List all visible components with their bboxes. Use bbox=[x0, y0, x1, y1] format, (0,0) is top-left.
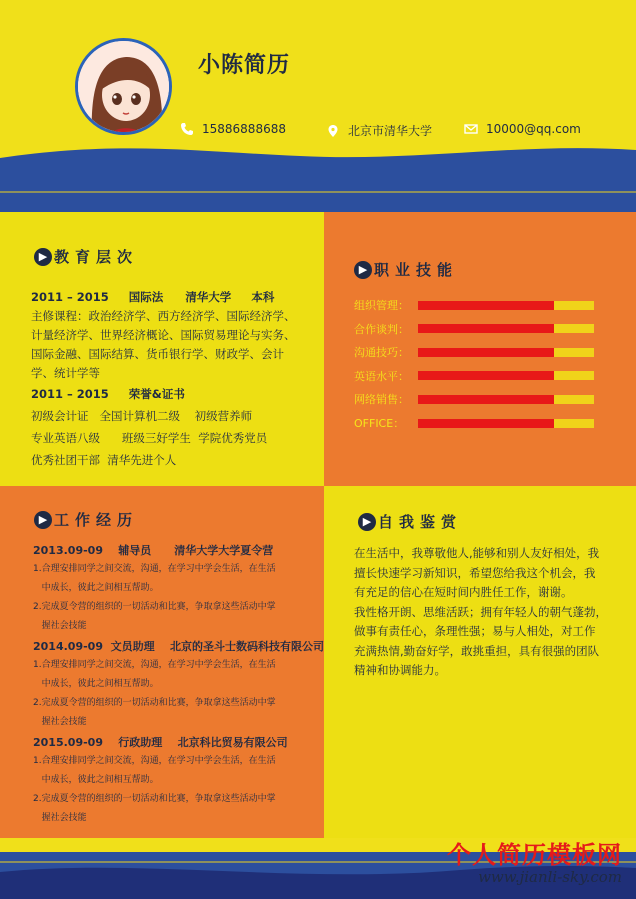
location-pin-icon bbox=[326, 124, 340, 138]
skill-row bbox=[354, 391, 604, 407]
skill-bar bbox=[418, 324, 594, 333]
phone-icon bbox=[180, 122, 194, 136]
work-entry-line: 1.合理安排同学之间交流，沟通，在学习中学会生活，在生活 bbox=[33, 756, 276, 766]
work-entry-line: 2.完成夏令营的组织的一切活动和比赛，争取拿这些活动中掌 bbox=[33, 794, 276, 804]
skill-row bbox=[354, 368, 604, 384]
contact-location bbox=[326, 122, 432, 139]
skills-title: ▶ 职业技能 bbox=[354, 259, 458, 280]
brand-site: www.jianli-sky.com bbox=[478, 868, 622, 886]
skill-label: OFFICE： bbox=[354, 417, 405, 430]
header-wave bbox=[0, 140, 636, 212]
work-entry-header: 2013.09-09 辅导员 清华大学大学夏令营 bbox=[33, 544, 274, 557]
resume-name: 小陈简历 bbox=[198, 53, 291, 78]
skill-bar-fill bbox=[418, 419, 554, 428]
skill-label: 沟通技巧： bbox=[354, 346, 409, 360]
skill-label: 网络销售： bbox=[354, 393, 409, 407]
skill-bar bbox=[418, 348, 594, 357]
location-text: 北京市清华大学 bbox=[348, 124, 433, 138]
contact-phone bbox=[180, 122, 286, 136]
education-entry-2: 2011 – 2015 荣誉&证书 bbox=[31, 387, 185, 401]
skill-row bbox=[354, 297, 604, 313]
skill-bar-fill bbox=[418, 301, 554, 310]
work-title: ▶ 工作经历 bbox=[34, 509, 138, 530]
work-entry-line: 1.合理安排同学之间交流，沟通，在学习中学会生活，在生活 bbox=[33, 564, 276, 574]
skill-row bbox=[354, 344, 604, 360]
brand-title: 个人简历模板网 bbox=[447, 840, 622, 869]
education-courses: 主修课程：政治经济学、西方经济学、国际经济学、 计量经济学、世界经济概论、国际贸易理论与实务、 国际金融、国际结算、货币银行学、财政学、会计 学、统计学等 bbox=[31, 309, 296, 380]
education-icon: ▶ bbox=[34, 248, 52, 266]
self-text: 在生活中，我尊敬他人,能够和别人友好相处，我 擅长快速学习新知识，希望您给我这个机会，我 有充足的信心在短时间内胜任工作，谢谢。 我性格开朗、思维活跃；拥有年轻人的朝气蓬勃， 做事有责任心，条理性强；易与人相处，对工作 充满热情,勤奋好学，敢挑重担，具有很强的团队 精神和协调能力。 bbox=[354, 546, 607, 677]
work-entry-line: 中成长，彼此之间相互帮助。 bbox=[33, 679, 159, 689]
skill-bar bbox=[418, 395, 594, 404]
work-entry-line: 2.完成夏令营的组织的一切活动和比赛，争取拿这些活动中掌 bbox=[33, 698, 276, 708]
skill-bar bbox=[418, 371, 594, 380]
work-entry-header: 2014.09-09 文员助理 北京的圣斗士数码科技有限公司 bbox=[33, 640, 324, 653]
work-entry-line: 握社会技能 bbox=[33, 621, 87, 631]
work-entry-header: 2015.09-09 行政助理 北京科比贸易有限公司 bbox=[33, 736, 288, 749]
email-text: 10000@qq.com bbox=[486, 122, 581, 136]
skill-label: 合作谈判： bbox=[354, 322, 409, 336]
work-entry-line: 1.合理安排同学之间交流，沟通，在学习中学会生活，在生活 bbox=[33, 660, 276, 670]
education-entry-1: 2011 – 2015 国际法 清华大学 本科 bbox=[31, 290, 275, 304]
skill-row bbox=[354, 321, 604, 337]
skill-bar-fill bbox=[418, 395, 554, 404]
work-entry-line: 2.完成夏令营的组织的一切活动和比赛，争取拿这些活动中掌 bbox=[33, 602, 276, 612]
education-certs: 初级会计证 全国计算机二级 初级营养师 专业英语八级 班级三好学生 学院优秀党员 优秀社团干部 清华先进个人 bbox=[31, 409, 268, 467]
work-entry-line: 中成长，彼此之间相互帮助。 bbox=[33, 583, 159, 593]
mail-icon bbox=[464, 122, 478, 136]
skill-label: 组织管理： bbox=[354, 299, 409, 312]
skill-bar bbox=[418, 419, 594, 428]
skill-bar bbox=[418, 301, 594, 310]
phone-text: 15886888688 bbox=[202, 122, 286, 136]
skill-label: 英语水平： bbox=[354, 369, 409, 383]
avatar bbox=[75, 38, 172, 135]
skill-bar-fill bbox=[418, 324, 554, 333]
work-entry-line: 握社会技能 bbox=[33, 813, 87, 823]
work-entry-line: 中成长，彼此之间相互帮助。 bbox=[33, 775, 159, 785]
work-icon: ▶ bbox=[34, 511, 52, 529]
skill-bar-fill bbox=[418, 371, 554, 380]
skill-row bbox=[354, 415, 604, 431]
skill-bar-fill bbox=[418, 348, 554, 357]
work-entry-line: 握社会技能 bbox=[33, 717, 87, 727]
self-title: ▶ 自我鉴赏 bbox=[358, 511, 462, 532]
header bbox=[0, 0, 636, 212]
skills-icon: ▶ bbox=[354, 261, 372, 279]
contact-email bbox=[464, 122, 581, 136]
self-icon: ▶ bbox=[358, 513, 376, 531]
education-title: ▶ 教育层次 bbox=[34, 246, 138, 267]
